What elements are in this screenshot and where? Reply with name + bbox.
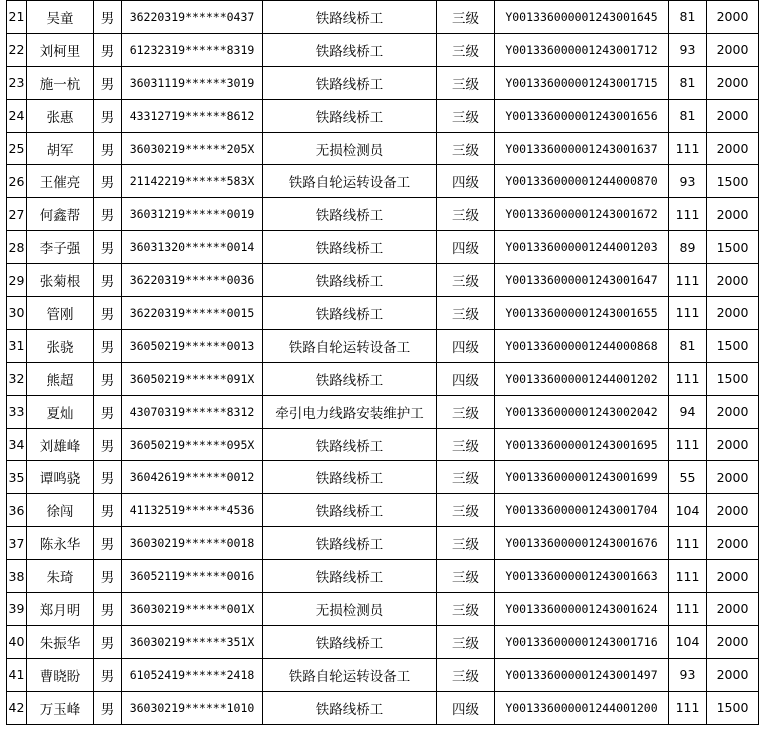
id-number-cell: 36030219******001X bbox=[122, 593, 263, 626]
name-cell: 李子强 bbox=[27, 231, 94, 264]
score-cell: 93 bbox=[669, 658, 707, 691]
score-cell: 111 bbox=[669, 691, 707, 724]
name-cell: 曹晓盼 bbox=[27, 658, 94, 691]
score-cell: 104 bbox=[669, 625, 707, 658]
certificate-number-cell: Y001336000001243001715 bbox=[495, 66, 669, 99]
occupation-cell: 铁路线桥工 bbox=[263, 1, 437, 34]
occupation-cell: 铁路线桥工 bbox=[263, 691, 437, 724]
occupation-cell: 铁路线桥工 bbox=[263, 527, 437, 560]
amount-cell: 2000 bbox=[707, 527, 759, 560]
table-row bbox=[7, 494, 759, 527]
id-number-cell: 43312719******8612 bbox=[122, 99, 263, 132]
occupation-cell: 铁路线桥工 bbox=[263, 264, 437, 297]
id-number-cell: 61052419******2418 bbox=[122, 658, 263, 691]
id-number-cell: 36220319******0036 bbox=[122, 264, 263, 297]
name-cell: 张骁 bbox=[27, 329, 94, 362]
row-number-cell: 38 bbox=[7, 560, 27, 593]
certificate-number-cell: Y001336000001244001203 bbox=[495, 231, 669, 264]
score-cell: 81 bbox=[669, 1, 707, 34]
level-cell: 三级 bbox=[437, 494, 495, 527]
row-number-cell: 41 bbox=[7, 658, 27, 691]
row-number-cell: 30 bbox=[7, 297, 27, 330]
level-cell: 三级 bbox=[437, 395, 495, 428]
gender-cell: 男 bbox=[94, 297, 122, 330]
score-cell: 111 bbox=[669, 297, 707, 330]
name-cell: 徐闯 bbox=[27, 494, 94, 527]
occupation-cell: 铁路线桥工 bbox=[263, 99, 437, 132]
certificate-number-cell: Y001336000001243001716 bbox=[495, 625, 669, 658]
occupation-cell: 铁路线桥工 bbox=[263, 297, 437, 330]
level-cell: 三级 bbox=[437, 1, 495, 34]
level-cell: 三级 bbox=[437, 264, 495, 297]
row-number-cell: 34 bbox=[7, 428, 27, 461]
table-row bbox=[7, 395, 759, 428]
id-number-cell: 36031119******3019 bbox=[122, 66, 263, 99]
table-row bbox=[7, 658, 759, 691]
gender-cell: 男 bbox=[94, 362, 122, 395]
gender-cell: 男 bbox=[94, 691, 122, 724]
table-row bbox=[7, 231, 759, 264]
table-row bbox=[7, 560, 759, 593]
certificate-number-cell: Y001336000001243001656 bbox=[495, 99, 669, 132]
row-number-cell: 40 bbox=[7, 625, 27, 658]
score-cell: 81 bbox=[669, 329, 707, 362]
id-number-cell: 36050219******095X bbox=[122, 428, 263, 461]
occupation-cell: 铁路线桥工 bbox=[263, 461, 437, 494]
id-number-cell: 36220319******0015 bbox=[122, 297, 263, 330]
certificate-number-cell: Y001336000001244000870 bbox=[495, 165, 669, 198]
table-row bbox=[7, 329, 759, 362]
score-cell: 55 bbox=[669, 461, 707, 494]
gender-cell: 男 bbox=[94, 264, 122, 297]
score-cell: 94 bbox=[669, 395, 707, 428]
row-number-cell: 22 bbox=[7, 33, 27, 66]
certificate-number-cell: Y001336000001243001645 bbox=[495, 1, 669, 34]
row-number-cell: 25 bbox=[7, 132, 27, 165]
occupation-cell: 铁路线桥工 bbox=[263, 198, 437, 231]
row-number-cell: 24 bbox=[7, 99, 27, 132]
score-cell: 111 bbox=[669, 264, 707, 297]
level-cell: 四级 bbox=[437, 691, 495, 724]
level-cell: 四级 bbox=[437, 165, 495, 198]
table-row bbox=[7, 527, 759, 560]
id-number-cell: 36030219******351X bbox=[122, 625, 263, 658]
occupation-cell: 铁路线桥工 bbox=[263, 560, 437, 593]
certificate-number-cell: Y001336000001243001497 bbox=[495, 658, 669, 691]
table-row bbox=[7, 132, 759, 165]
gender-cell: 男 bbox=[94, 329, 122, 362]
name-cell: 陈永华 bbox=[27, 527, 94, 560]
row-number-cell: 27 bbox=[7, 198, 27, 231]
amount-cell: 2000 bbox=[707, 395, 759, 428]
gender-cell: 男 bbox=[94, 593, 122, 626]
occupation-cell: 铁路线桥工 bbox=[263, 231, 437, 264]
name-cell: 胡军 bbox=[27, 132, 94, 165]
table-row bbox=[7, 625, 759, 658]
level-cell: 三级 bbox=[437, 560, 495, 593]
gender-cell: 男 bbox=[94, 560, 122, 593]
level-cell: 三级 bbox=[437, 297, 495, 330]
gender-cell: 男 bbox=[94, 395, 122, 428]
gender-cell: 男 bbox=[94, 527, 122, 560]
gender-cell: 男 bbox=[94, 658, 122, 691]
amount-cell: 2000 bbox=[707, 66, 759, 99]
id-number-cell: 36050219******091X bbox=[122, 362, 263, 395]
score-cell: 93 bbox=[669, 165, 707, 198]
row-number-cell: 29 bbox=[7, 264, 27, 297]
name-cell: 郑月明 bbox=[27, 593, 94, 626]
occupation-cell: 铁路自轮运转设备工 bbox=[263, 329, 437, 362]
gender-cell: 男 bbox=[94, 165, 122, 198]
level-cell: 四级 bbox=[437, 329, 495, 362]
id-number-cell: 36220319******0437 bbox=[122, 1, 263, 34]
amount-cell: 2000 bbox=[707, 658, 759, 691]
table-row bbox=[7, 99, 759, 132]
certificate-number-cell: Y001336000001243001647 bbox=[495, 264, 669, 297]
id-number-cell: 61232319******8319 bbox=[122, 33, 263, 66]
name-cell: 万玉峰 bbox=[27, 691, 94, 724]
amount-cell: 2000 bbox=[707, 428, 759, 461]
gender-cell: 男 bbox=[94, 132, 122, 165]
row-number-cell: 31 bbox=[7, 329, 27, 362]
amount-cell: 2000 bbox=[707, 560, 759, 593]
certificate-number-cell: Y001336000001243001655 bbox=[495, 297, 669, 330]
amount-cell: 2000 bbox=[707, 33, 759, 66]
amount-cell: 2000 bbox=[707, 99, 759, 132]
certificate-number-cell: Y001336000001244001202 bbox=[495, 362, 669, 395]
score-cell: 93 bbox=[669, 33, 707, 66]
certificate-number-cell: Y001336000001243001704 bbox=[495, 494, 669, 527]
amount-cell: 1500 bbox=[707, 165, 759, 198]
table-row bbox=[7, 33, 759, 66]
amount-cell: 2000 bbox=[707, 625, 759, 658]
table-row bbox=[7, 691, 759, 724]
id-number-cell: 36030219******0018 bbox=[122, 527, 263, 560]
score-cell: 111 bbox=[669, 428, 707, 461]
certificate-number-cell: Y001336000001243001676 bbox=[495, 527, 669, 560]
occupation-cell: 铁路线桥工 bbox=[263, 494, 437, 527]
row-number-cell: 39 bbox=[7, 593, 27, 626]
id-number-cell: 43070319******8312 bbox=[122, 395, 263, 428]
name-cell: 施一杭 bbox=[27, 66, 94, 99]
amount-cell: 2000 bbox=[707, 198, 759, 231]
amount-cell: 2000 bbox=[707, 1, 759, 34]
table-row bbox=[7, 428, 759, 461]
name-cell: 谭鸣骁 bbox=[27, 461, 94, 494]
score-cell: 111 bbox=[669, 362, 707, 395]
table-row bbox=[7, 198, 759, 231]
amount-cell: 2000 bbox=[707, 264, 759, 297]
id-number-cell: 36050219******0013 bbox=[122, 329, 263, 362]
score-cell: 89 bbox=[669, 231, 707, 264]
name-cell: 吴童 bbox=[27, 1, 94, 34]
gender-cell: 男 bbox=[94, 428, 122, 461]
score-cell: 111 bbox=[669, 198, 707, 231]
certificate-number-cell: Y001336000001243001699 bbox=[495, 461, 669, 494]
name-cell: 熊超 bbox=[27, 362, 94, 395]
certificate-number-cell: Y001336000001243001624 bbox=[495, 593, 669, 626]
level-cell: 三级 bbox=[437, 625, 495, 658]
roster-table bbox=[6, 0, 759, 725]
level-cell: 三级 bbox=[437, 132, 495, 165]
score-cell: 111 bbox=[669, 593, 707, 626]
occupation-cell: 铁路线桥工 bbox=[263, 428, 437, 461]
id-number-cell: 36052119******0016 bbox=[122, 560, 263, 593]
name-cell: 张菊根 bbox=[27, 264, 94, 297]
row-number-cell: 42 bbox=[7, 691, 27, 724]
row-number-cell: 35 bbox=[7, 461, 27, 494]
id-number-cell: 36031320******0014 bbox=[122, 231, 263, 264]
amount-cell: 1500 bbox=[707, 329, 759, 362]
certificate-number-cell: Y001336000001243001695 bbox=[495, 428, 669, 461]
id-number-cell: 36031219******0019 bbox=[122, 198, 263, 231]
level-cell: 三级 bbox=[437, 198, 495, 231]
score-cell: 111 bbox=[669, 560, 707, 593]
id-number-cell: 21142219******583X bbox=[122, 165, 263, 198]
row-number-cell: 28 bbox=[7, 231, 27, 264]
name-cell: 管刚 bbox=[27, 297, 94, 330]
gender-cell: 男 bbox=[94, 66, 122, 99]
gender-cell: 男 bbox=[94, 1, 122, 34]
row-number-cell: 37 bbox=[7, 527, 27, 560]
score-cell: 81 bbox=[669, 99, 707, 132]
score-cell: 111 bbox=[669, 527, 707, 560]
level-cell: 三级 bbox=[437, 461, 495, 494]
table-row bbox=[7, 66, 759, 99]
name-cell: 王催亮 bbox=[27, 165, 94, 198]
level-cell: 三级 bbox=[437, 527, 495, 560]
table-row bbox=[7, 264, 759, 297]
table-body bbox=[7, 1, 759, 725]
gender-cell: 男 bbox=[94, 494, 122, 527]
score-cell: 104 bbox=[669, 494, 707, 527]
gender-cell: 男 bbox=[94, 461, 122, 494]
row-number-cell: 36 bbox=[7, 494, 27, 527]
amount-cell: 2000 bbox=[707, 132, 759, 165]
amount-cell: 1500 bbox=[707, 362, 759, 395]
level-cell: 四级 bbox=[437, 231, 495, 264]
score-cell: 81 bbox=[669, 66, 707, 99]
occupation-cell: 铁路线桥工 bbox=[263, 66, 437, 99]
occupation-cell: 铁路线桥工 bbox=[263, 625, 437, 658]
occupation-cell: 无损检测员 bbox=[263, 132, 437, 165]
certificate-number-cell: Y001336000001244001200 bbox=[495, 691, 669, 724]
certificate-number-cell: Y001336000001243001672 bbox=[495, 198, 669, 231]
gender-cell: 男 bbox=[94, 231, 122, 264]
table-row bbox=[7, 593, 759, 626]
amount-cell: 1500 bbox=[707, 691, 759, 724]
level-cell: 三级 bbox=[437, 33, 495, 66]
certificate-number-cell: Y001336000001244000868 bbox=[495, 329, 669, 362]
occupation-cell: 铁路线桥工 bbox=[263, 33, 437, 66]
level-cell: 三级 bbox=[437, 428, 495, 461]
table-row bbox=[7, 1, 759, 34]
certificate-number-cell: Y001336000001243001712 bbox=[495, 33, 669, 66]
occupation-cell: 牵引电力线路安装维护工 bbox=[263, 395, 437, 428]
table-row bbox=[7, 461, 759, 494]
occupation-cell: 铁路线桥工 bbox=[263, 362, 437, 395]
name-cell: 张惠 bbox=[27, 99, 94, 132]
occupation-cell: 铁路自轮运转设备工 bbox=[263, 165, 437, 198]
id-number-cell: 36042619******0012 bbox=[122, 461, 263, 494]
name-cell: 朱振华 bbox=[27, 625, 94, 658]
level-cell: 三级 bbox=[437, 99, 495, 132]
name-cell: 刘雄峰 bbox=[27, 428, 94, 461]
id-number-cell: 36030219******205X bbox=[122, 132, 263, 165]
name-cell: 刘柯里 bbox=[27, 33, 94, 66]
table-row bbox=[7, 165, 759, 198]
occupation-cell: 无损检测员 bbox=[263, 593, 437, 626]
amount-cell: 2000 bbox=[707, 593, 759, 626]
gender-cell: 男 bbox=[94, 99, 122, 132]
certificate-number-cell: Y001336000001243001663 bbox=[495, 560, 669, 593]
gender-cell: 男 bbox=[94, 33, 122, 66]
occupation-cell: 铁路自轮运转设备工 bbox=[263, 658, 437, 691]
name-cell: 朱琦 bbox=[27, 560, 94, 593]
level-cell: 四级 bbox=[437, 362, 495, 395]
table-row bbox=[7, 297, 759, 330]
table-row bbox=[7, 362, 759, 395]
amount-cell: 2000 bbox=[707, 297, 759, 330]
id-number-cell: 36030219******1010 bbox=[122, 691, 263, 724]
amount-cell: 2000 bbox=[707, 461, 759, 494]
amount-cell: 1500 bbox=[707, 231, 759, 264]
level-cell: 三级 bbox=[437, 66, 495, 99]
level-cell: 三级 bbox=[437, 593, 495, 626]
level-cell: 三级 bbox=[437, 658, 495, 691]
certificate-number-cell: Y001336000001243001637 bbox=[495, 132, 669, 165]
gender-cell: 男 bbox=[94, 625, 122, 658]
name-cell: 夏灿 bbox=[27, 395, 94, 428]
score-cell: 111 bbox=[669, 132, 707, 165]
id-number-cell: 41132519******4536 bbox=[122, 494, 263, 527]
row-number-cell: 21 bbox=[7, 1, 27, 34]
row-number-cell: 26 bbox=[7, 165, 27, 198]
row-number-cell: 32 bbox=[7, 362, 27, 395]
name-cell: 何鑫帮 bbox=[27, 198, 94, 231]
row-number-cell: 33 bbox=[7, 395, 27, 428]
amount-cell: 2000 bbox=[707, 494, 759, 527]
certificate-number-cell: Y001336000001243002042 bbox=[495, 395, 669, 428]
gender-cell: 男 bbox=[94, 198, 122, 231]
row-number-cell: 23 bbox=[7, 66, 27, 99]
